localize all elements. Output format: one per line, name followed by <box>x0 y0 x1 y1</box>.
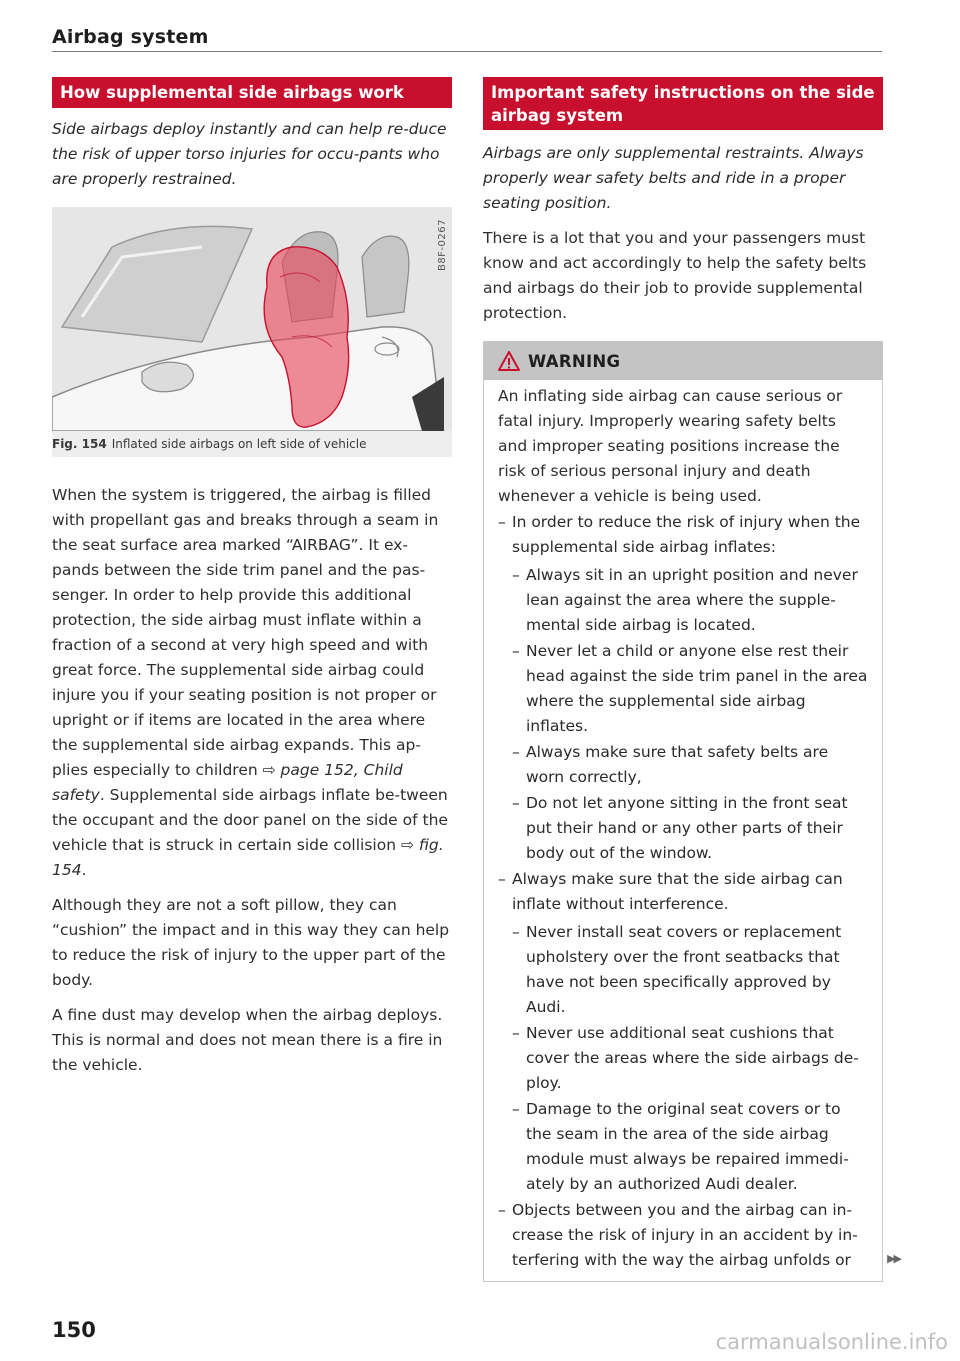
page-number: 150 <box>52 1318 96 1342</box>
watermark: carmanualsonline.info <box>715 1330 948 1354</box>
figure-caption-number: Fig. 154 <box>52 437 107 451</box>
warning-subitem: – Never let a child or anyone else rest their head against the side trim panel in the area where the supplemental side airbag inflates. <box>512 639 868 739</box>
figure-caption-text: Inflated side airbags on left side of vehicle <box>111 437 367 451</box>
warning-header <box>484 342 882 380</box>
link-fig-154[interactable]: ⇨ fig. 154 <box>52 836 444 879</box>
warning-subitem: – Never install seat covers or replacement upholstery over the front seatbacks that have not been specifically approved by Audi. <box>512 920 868 1020</box>
left-column <box>52 77 452 1078</box>
warning-box <box>483 341 883 1282</box>
header-title: Airbag system <box>52 26 209 48</box>
left-paragraph-3: A fine dust may develop when the airbag deploys. This is normal and does not mean there is a fire in the vehicle. <box>52 1006 443 1074</box>
figure-code: B8F-0267 <box>437 219 448 272</box>
warning-item <box>498 867 868 1197</box>
warning-intro: An inflating side airbag can cause serious or fatal injury. Improperly wearing safety belts and improper seating positions increase the risk of serious personal injury and death whenever a vehicle is being used. <box>498 387 843 505</box>
seat-shape-2 <box>362 236 409 317</box>
warning-subitem: – Never use additional seat cushions that cover the areas where the side airbags de-ploy. <box>512 1021 868 1096</box>
left-paragraph-2: Although they are not a soft pillow, they can “cushion” the impact and in this way they can help to reduce the risk of injury to the upper part of the body. <box>52 896 450 989</box>
left-paragraph-1 <box>52 483 452 883</box>
figure-154 <box>52 207 452 457</box>
right-paragraph-1: There is a lot that you and your passengers must know and act accordingly to help the safety belts and airbags do their job to provide supplemental protection. <box>483 229 867 322</box>
section-heading-safety-instructions: Important safety instructions on the side airbag system <box>483 77 883 130</box>
section-heading-side-airbags-work: How supplemental side airbags work <box>52 77 452 108</box>
right-intro: Airbags are only supplemental restraints. Always properly wear safety belts and ride in a proper seating position. <box>483 144 864 212</box>
warning-subitem: – Do not let anyone sitting in the front seat put their hand or any other parts of their body out of the window. <box>512 791 868 866</box>
warning-item <box>498 510 868 866</box>
warning-subitem: – Always make sure that safety belts are worn correctly, <box>512 740 868 790</box>
continue-arrow-icon: ▶▶ <box>887 1252 900 1265</box>
header-rule <box>52 51 882 52</box>
left-p1-end: . <box>81 861 87 879</box>
warning-title: WARNING <box>528 351 621 371</box>
warning-item-text: In order to reduce the risk of injury when the supplemental side airbag inflates: <box>512 513 861 556</box>
warning-body <box>484 380 882 1281</box>
figure-caption <box>52 431 452 457</box>
warning-item-text: Always make sure that the side airbag can inflate without interference. <box>512 870 843 913</box>
warning-item: – Objects between you and the airbag can in-crease the risk of injury in an accident by in-terfering with the way the airbag unfolds or <box>498 1198 868 1273</box>
link-child-safety[interactable]: ⇨ page 152, Child safety <box>52 761 403 804</box>
warning-sublist <box>512 920 868 1197</box>
warning-subitem: – Damage to the original seat covers or to the seam in the area of the side airbag module must always be repaired immedi-ately by an authorized Audi dealer. <box>512 1097 868 1197</box>
left-intro: Side airbags deploy instantly and can help re-duce the risk of upper torso injuries for occu-pants who are properly restrained. <box>52 120 447 188</box>
figure-illustration <box>52 207 452 431</box>
right-column <box>483 77 883 1282</box>
warning-subitem: – Always sit in an upright position and never lean against the area where the supple-mental side airbag is located. <box>512 563 868 638</box>
left-p1-text: When the system is triggered, the airbag is filled with propellant gas and breaks through a seam in the seat surface area marked “AIRBAG”. It ex-pands between the side trim panel and the pas-senger. In order to help provide this additional protection, the side airbag must inflate within a fraction of a second at very high speed and with great force. The supplemental side airbag could injure you if your seating position is not proper or upright or if items are located in the area where the supplemental side airbag expands. This ap-plies especially to children <box>52 486 439 779</box>
warning-list <box>498 510 868 1273</box>
warning-sublist <box>512 563 868 866</box>
warning-triangle-icon <box>498 351 520 371</box>
left-p1-mid: . Supplemental side airbags inflate be-tween the occupant and the door panel on the side of the vehicle that is struck in certain side collision <box>52 786 448 854</box>
